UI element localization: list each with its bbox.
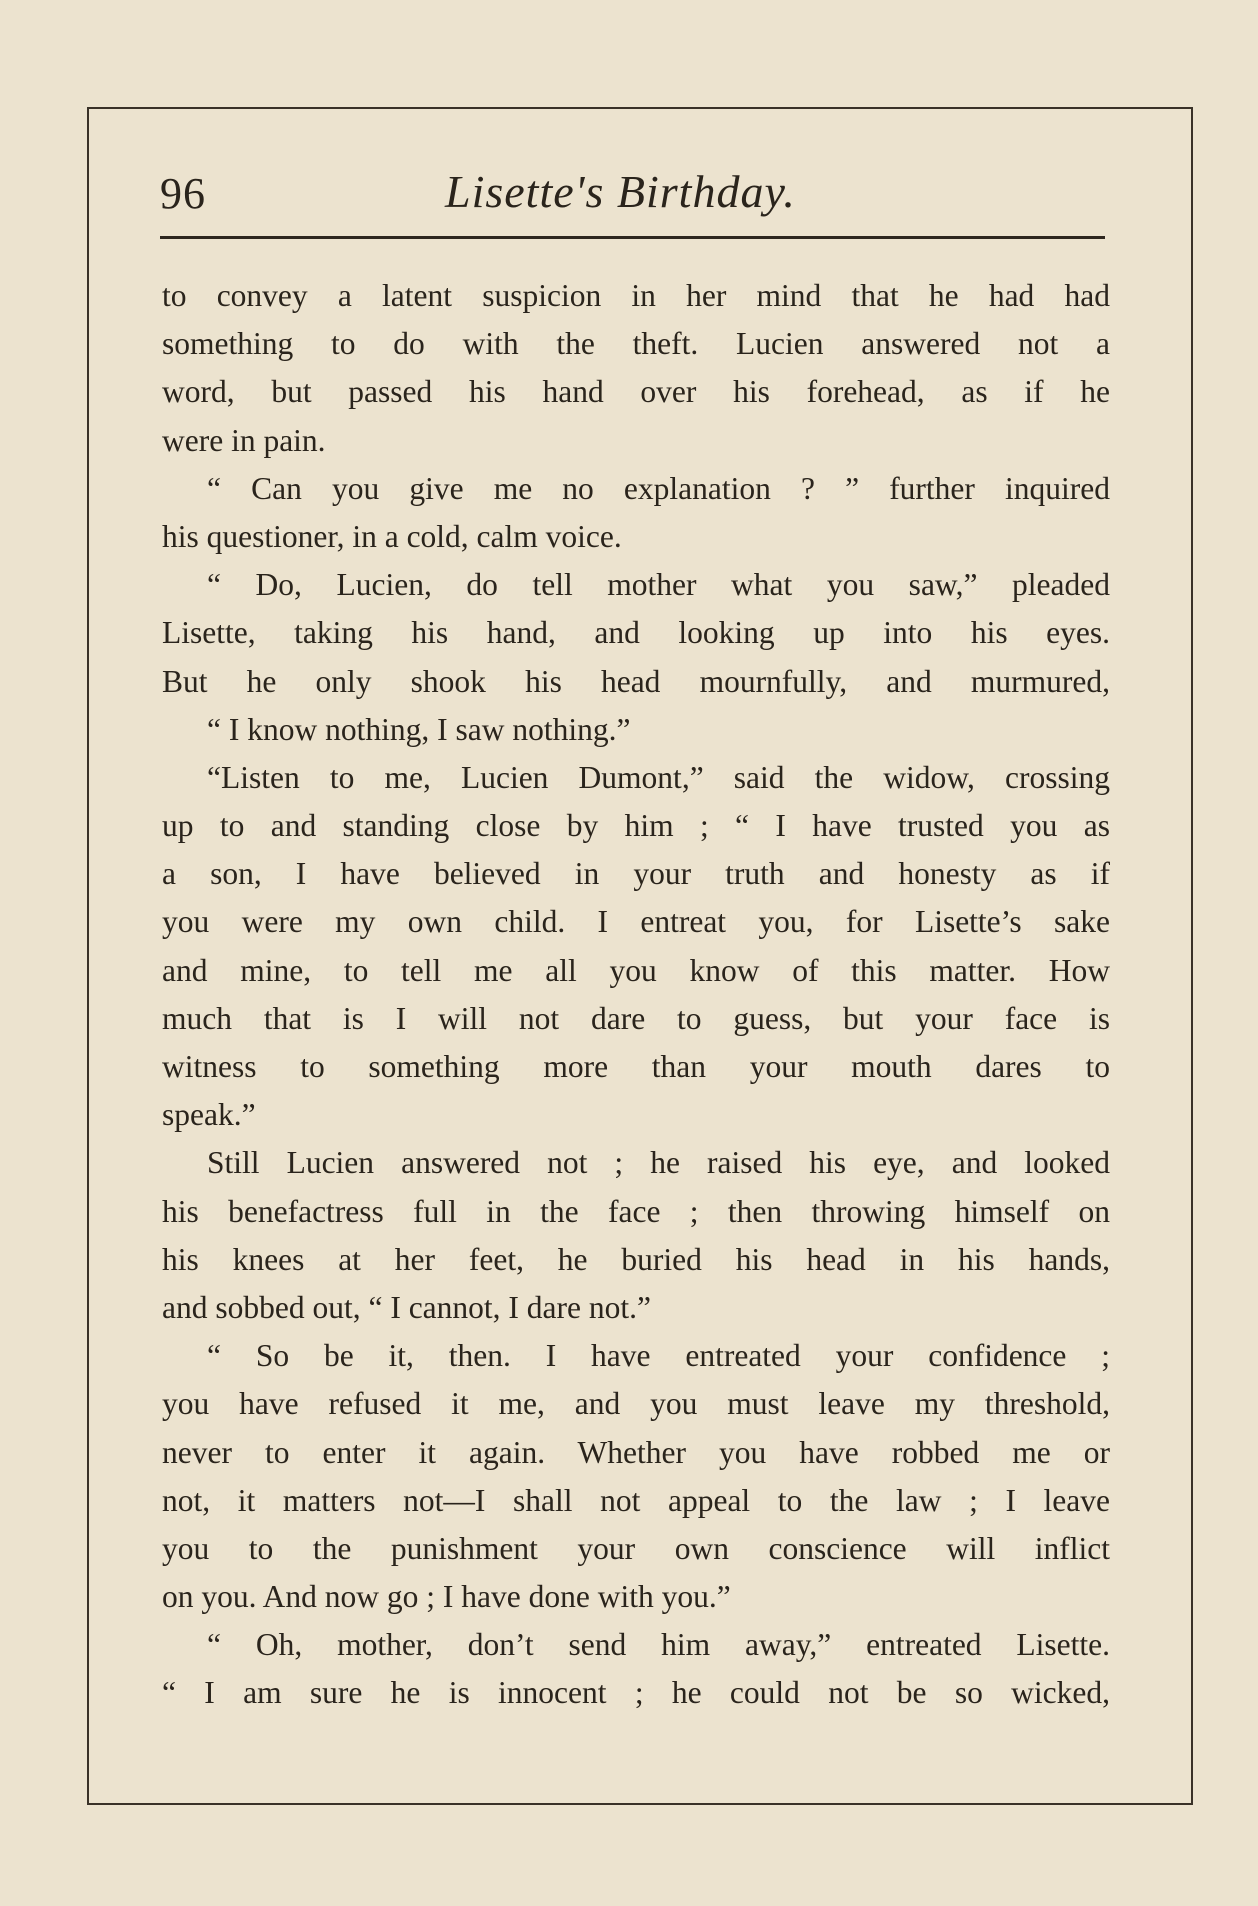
text-line: But he only shook his head mournfully, and murmured,: [162, 663, 1110, 699]
text-line: “ I know nothing, I saw nothing.”: [207, 711, 631, 747]
body-text: [162, 272, 1110, 1718]
running-head: [160, 160, 1104, 230]
text-line: word, but passed his hand over his forehead, as if he: [162, 374, 1110, 410]
text-line: you to the punishment your own conscience will inflict: [162, 1530, 1110, 1566]
text-line: never to enter it again. Whether you have robbed me or: [162, 1434, 1110, 1470]
text-line: “ Oh, mother, don’t send him away,” entreated Lisette.: [207, 1627, 1110, 1663]
text-line: “ I am sure he is innocent ; he could not be so wicked,: [162, 1675, 1110, 1711]
text-line: to convey a latent suspicion in her mind that he had had: [162, 278, 1110, 313]
text-line: and sobbed out, “ I cannot, I dare not.”: [162, 1289, 651, 1325]
text-line: you were my own child. I entreat you, for Lisette’s sake: [162, 904, 1110, 940]
running-title: Lisette's Birthday.: [445, 166, 796, 217]
text-line: something to do with the theft. Lucien answered not a: [162, 326, 1110, 362]
text-line: his questioner, in a cold, calm voice.: [162, 518, 622, 554]
text-line: a son, I have believed in your truth and honesty as if: [162, 856, 1110, 892]
text-line: “ So be it, then. I have entreated your confidence ;: [207, 1338, 1110, 1374]
text-line: “ Can you give me no explanation ? ” further inquired: [207, 470, 1110, 506]
text-line: were in pain.: [162, 422, 326, 458]
text-line: Lisette, taking his hand, and looking up into his eyes.: [162, 615, 1110, 651]
text-line: “ Do, Lucien, do tell mother what you saw,” pleaded: [207, 567, 1110, 603]
text-line: much that is I will not dare to guess, but your face is: [162, 1000, 1110, 1036]
text-line: and mine, to tell me all you know of this matter. How: [162, 952, 1110, 988]
page-number: 96: [160, 169, 206, 218]
text-line: speak.”: [162, 1097, 256, 1133]
text-line: his benefactress full in the face ; then throwing himself on: [162, 1193, 1110, 1229]
text-line: his knees at her feet, he buried his head in his hands,: [162, 1241, 1110, 1277]
text-line: Still Lucien answered not ; he raised his eye, and looked: [207, 1145, 1110, 1181]
text-line: witness to something more than your mouth dares to: [162, 1049, 1110, 1084]
text-line: on you. And now go ; I have done with you.”: [162, 1579, 731, 1615]
text-line: “Listen to me, Lucien Dumont,” said the widow, crossing: [207, 759, 1110, 795]
text-line: not, it matters not—I shall not appeal to the law ; I leave: [162, 1482, 1110, 1518]
header-rule: [160, 236, 1105, 239]
text-line: you have refused it me, and you must leave my threshold,: [162, 1386, 1110, 1422]
text-line: up to and standing close by him ; “ I have trusted you as: [162, 808, 1110, 844]
